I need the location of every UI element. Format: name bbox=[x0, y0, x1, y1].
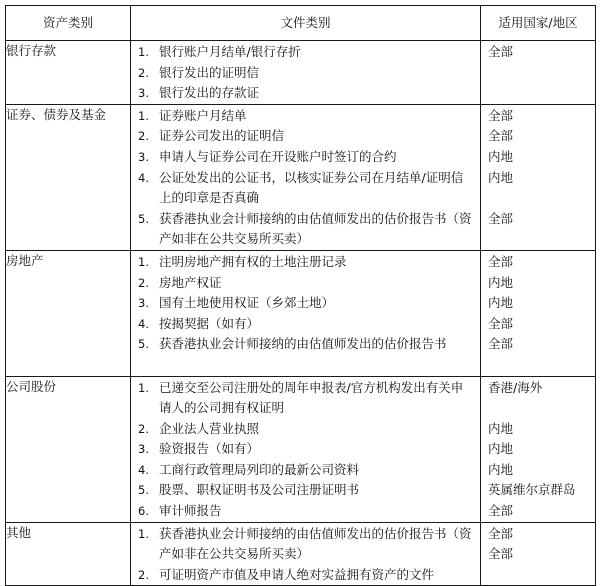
item-text: 审计师报告 bbox=[159, 503, 222, 519]
region-value: 全部 bbox=[488, 315, 514, 331]
document-list bbox=[131, 251, 480, 355]
item-number: 1. bbox=[138, 254, 149, 269]
region-value bbox=[481, 355, 595, 376]
region-value: 内地 bbox=[488, 148, 514, 164]
item-text: 已递交至公司注册处的周年申报表/官方机构发出有关申请人的公司拥有权证明 bbox=[159, 379, 464, 416]
item-number: 3. bbox=[138, 296, 149, 311]
item-text: 注明房地产拥有权的土地注册记录 bbox=[159, 253, 347, 269]
region-value bbox=[481, 188, 595, 209]
list-item bbox=[131, 147, 480, 168]
list-item bbox=[131, 524, 480, 565]
list-item bbox=[131, 480, 480, 501]
region-value: 香港/海外 bbox=[488, 379, 543, 395]
region-value: 英属维尔京群岛 bbox=[488, 482, 576, 498]
list-item bbox=[131, 252, 480, 273]
asset-category-cell: 证券、债券及基金 bbox=[6, 104, 131, 250]
item-text: 获香港执业会计师接纳的由估值师发出的估价报告书（资产如非在公共交易所买卖） bbox=[159, 525, 472, 562]
document-list-cell bbox=[131, 104, 481, 250]
item-text: 工商行政管理局列印的最新公司资料 bbox=[159, 461, 360, 477]
list-item bbox=[131, 106, 480, 127]
item-text: 股票、职权证明书及公司注册证明书 bbox=[159, 482, 360, 498]
region-value: 全部 bbox=[488, 336, 514, 352]
item-text: 证券账户月结单 bbox=[159, 107, 247, 123]
document-list bbox=[131, 105, 480, 250]
region-value: 全部 bbox=[488, 525, 514, 541]
item-number: 3. bbox=[138, 149, 149, 164]
document-list-cell bbox=[131, 250, 481, 376]
table-row bbox=[6, 41, 596, 105]
region-list bbox=[481, 105, 595, 250]
header-row bbox=[6, 6, 596, 41]
item-number: 4. bbox=[138, 316, 149, 331]
list-item bbox=[131, 83, 480, 104]
item-text: 银行账户月结单/银行存折 bbox=[159, 44, 301, 59]
item-text: 获香港执业会计师接纳的由估值师发出的估价报告书（资产如非在公共交易所买卖） bbox=[159, 210, 472, 247]
list-item bbox=[131, 460, 480, 481]
list-item bbox=[131, 293, 480, 314]
document-list bbox=[131, 377, 480, 522]
region-value bbox=[481, 63, 595, 84]
item-text: 公证处发出的公证书，以核实证券公司在月结单/证明信上的印章是否真确 bbox=[159, 169, 464, 206]
list-item bbox=[131, 42, 480, 63]
document-list-cell bbox=[131, 522, 481, 586]
item-text: 银行发出的存款证 bbox=[159, 85, 260, 101]
asset-category-cell: 公司股份 bbox=[6, 376, 131, 522]
item-number: 1. bbox=[138, 526, 149, 541]
asset-category-cell: 其他 bbox=[6, 522, 131, 586]
header-applicable-region: 适用国家/地区 bbox=[481, 6, 596, 41]
list-item bbox=[131, 168, 480, 209]
region-value: 全部 bbox=[488, 107, 514, 123]
region-value: 内地 bbox=[488, 295, 514, 311]
region-cell bbox=[481, 376, 596, 522]
region-cell bbox=[481, 522, 596, 586]
region-list bbox=[481, 251, 595, 376]
region-value: 内地 bbox=[488, 441, 514, 457]
list-item bbox=[131, 126, 480, 147]
region-value bbox=[481, 565, 595, 586]
region-value: 全部 bbox=[488, 546, 514, 562]
item-text: 按揭契据（如有） bbox=[159, 315, 260, 331]
region-value: 全部 bbox=[488, 44, 514, 59]
item-number: 3. bbox=[138, 86, 149, 101]
header-document-type: 文件类别 bbox=[131, 6, 481, 41]
region-value: 全部 bbox=[488, 210, 514, 226]
list-item bbox=[131, 378, 480, 419]
item-number: 2. bbox=[138, 65, 149, 80]
list-item bbox=[131, 314, 480, 335]
region-list bbox=[481, 41, 595, 104]
region-value: 全部 bbox=[488, 128, 514, 144]
region-cell bbox=[481, 104, 596, 250]
item-number: 4. bbox=[138, 170, 149, 185]
region-value bbox=[481, 398, 595, 419]
item-number: 2. bbox=[138, 421, 149, 436]
item-text: 可证明资产市值及申请人绝对实益拥有资产的文件 bbox=[159, 566, 435, 582]
list-item bbox=[131, 419, 480, 440]
document-list-cell bbox=[131, 41, 481, 105]
item-number: 5. bbox=[138, 211, 149, 226]
region-cell bbox=[481, 41, 596, 105]
region-value: 内地 bbox=[488, 169, 514, 185]
item-text: 证券公司发出的证明信 bbox=[159, 128, 285, 144]
region-list bbox=[481, 523, 595, 586]
item-number: 1. bbox=[138, 380, 149, 395]
item-number: 4. bbox=[138, 462, 149, 477]
region-cell bbox=[481, 250, 596, 376]
region-value: 全部 bbox=[488, 503, 514, 519]
item-text: 获香港执业会计师接纳的由估值师发出的估价报告书 bbox=[159, 336, 447, 352]
table-row bbox=[6, 250, 596, 376]
item-text: 申请人与证券公司在开设账户时签订的合约 bbox=[159, 148, 397, 164]
table-row bbox=[6, 376, 596, 522]
item-number: 6. bbox=[138, 504, 149, 519]
list-item bbox=[131, 334, 480, 355]
list-item bbox=[131, 273, 480, 294]
item-number: 2. bbox=[138, 275, 149, 290]
region-value: 全部 bbox=[488, 253, 514, 269]
region-value: 内地 bbox=[488, 274, 514, 290]
item-text: 银行发出的证明信 bbox=[159, 64, 260, 80]
item-number: 1. bbox=[138, 45, 149, 59]
item-text: 国有土地使用权证（乡郊土地） bbox=[159, 295, 335, 311]
region-value bbox=[481, 229, 595, 250]
document-list bbox=[131, 523, 480, 586]
item-number: 2. bbox=[138, 129, 149, 144]
list-item bbox=[131, 439, 480, 460]
header-asset-category: 资产类别 bbox=[6, 6, 131, 41]
table-row bbox=[6, 104, 596, 250]
table-row bbox=[6, 522, 596, 586]
list-item bbox=[131, 63, 480, 84]
item-number: 3. bbox=[138, 442, 149, 457]
region-value: 内地 bbox=[488, 461, 514, 477]
region-value: 内地 bbox=[488, 420, 514, 436]
item-number: 5. bbox=[138, 483, 149, 498]
item-text: 房地产权证 bbox=[159, 274, 222, 290]
item-text: 企业法人营业执照 bbox=[159, 420, 260, 436]
document-list bbox=[131, 41, 480, 104]
document-list-cell bbox=[131, 376, 481, 522]
region-list bbox=[481, 377, 595, 522]
item-text: 验资报告（如有） bbox=[159, 441, 260, 457]
asset-document-table bbox=[5, 5, 596, 586]
list-item bbox=[131, 501, 480, 522]
region-value bbox=[481, 83, 595, 104]
item-number: 2. bbox=[138, 567, 149, 582]
item-number: 5. bbox=[138, 337, 149, 352]
list-item bbox=[131, 565, 480, 586]
list-item bbox=[131, 209, 480, 250]
asset-category-cell: 银行存款 bbox=[6, 41, 131, 105]
item-number: 1. bbox=[138, 108, 149, 123]
asset-category-cell: 房地产 bbox=[6, 250, 131, 376]
